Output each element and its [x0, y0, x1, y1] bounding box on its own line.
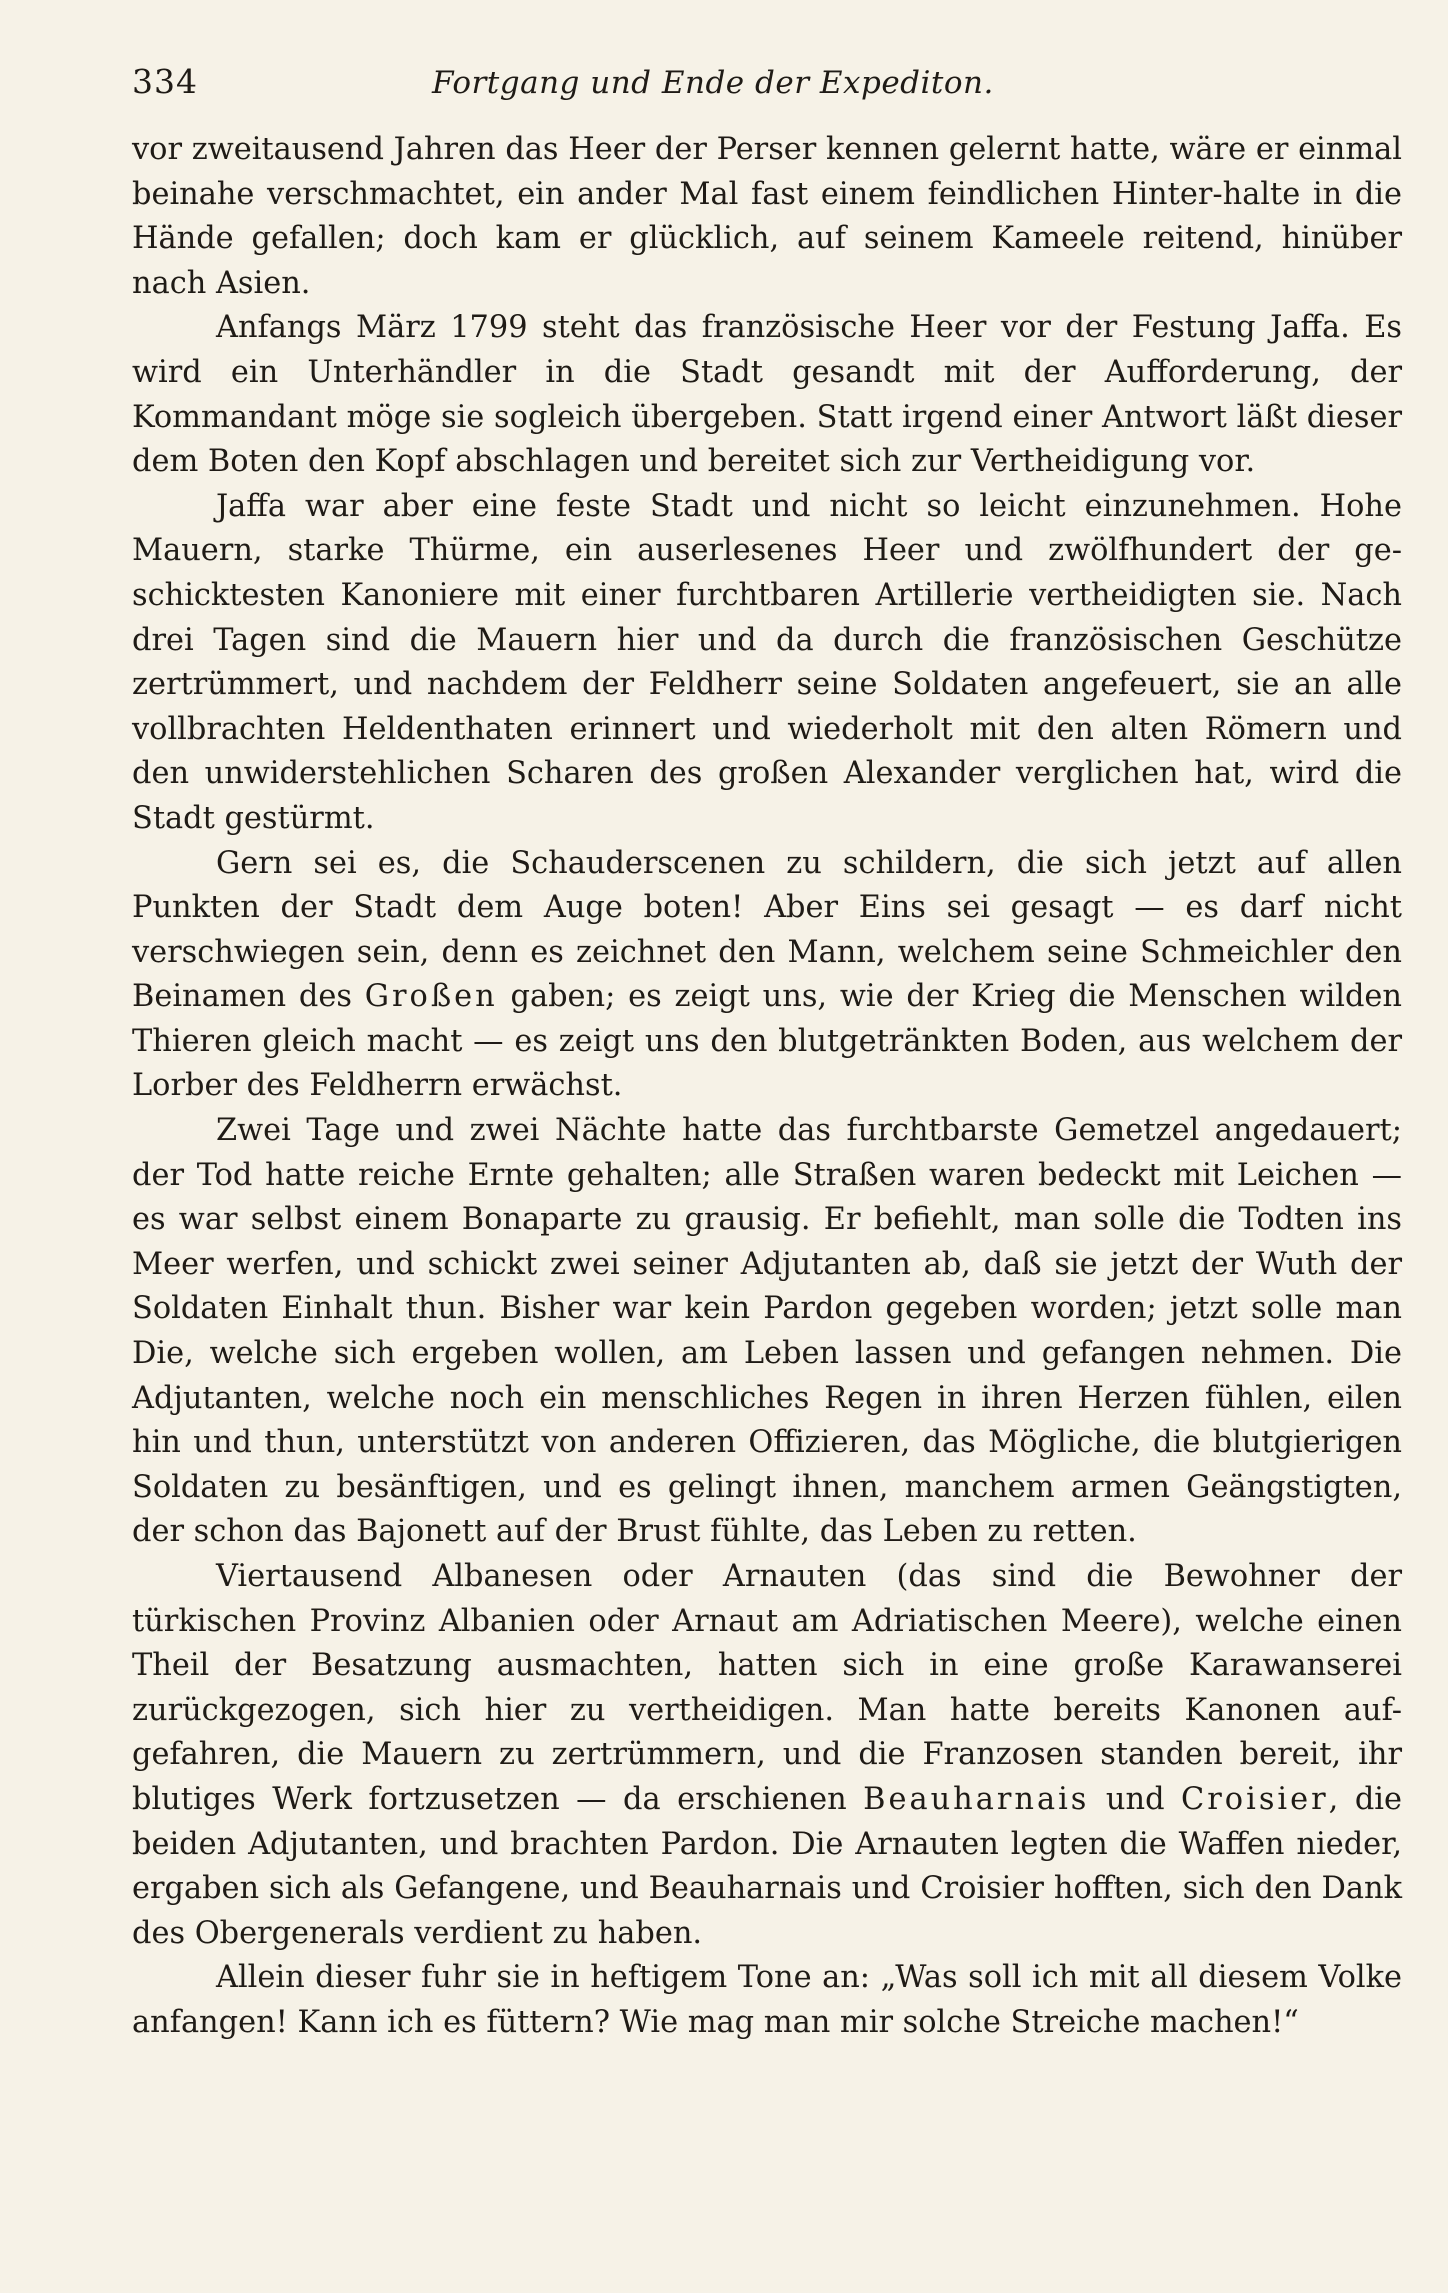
paragraph-2: Anfangs März 1799 steht das französische Heer vor der Festung Jaffa. Es wird ein Unterhändler in die Stadt gesandt mit der Aufforderung, der Kommandant möge sie sogleich übergeben. Statt irgend einer Antwort läßt dieser dem Boten den Kopf abschlagen und bereitet sich zur Vertheidigung vor.: [132, 310, 1402, 480]
paragraph-7: Allein dieser fuhr sie in heftigem Tone an: „Was soll ich mit all diesem Volke anfangen! Kann ich es füttern? Wie mag man mir solche Streiche machen!“: [132, 1960, 1402, 2040]
emphasized-name-beauharnais: Beauharnais: [863, 1781, 1090, 1817]
paragraph-6: [132, 1555, 1402, 1956]
running-title: Fortgang und Ende der Expediton.: [432, 65, 994, 101]
paragraph-6-part-2: und: [1089, 1781, 1182, 1817]
paragraph-1: vor zweitausend Jahren das Heer der Perser kennen gelernt hatte, wäre er einmal beinahe verschmachtet, ein ander Mal fast einem feindlichen Hinter-halte in die Hände gefallen; doch kam er glücklich, auf seinem Kameele reitend, hinüber nach Asien.: [132, 132, 1402, 301]
paragraph-4: [132, 842, 1402, 1110]
paragraph-6-part-3: , die beiden Adjutanten, und brachten Pardon. Die Arnauten legten die Waffen nieder, ergaben sich als Gefangene, und Beauharnais und Croisier hofften, sich den Dank des Obergenerals verdient zu haben.: [132, 1781, 1402, 1951]
page-number: 334: [132, 62, 198, 101]
paragraph-4-part-2: gaben; es zeigt uns, wie der Krieg die Menschen wilden Thieren gleich macht — es zeigt uns den blutgetränkten Boden, aus welchem der Lorber des Feldherrn erwächst.: [132, 979, 1402, 1104]
paragraph-6-part-1: Viertausend Albanesen oder Arnauten (das sind die Bewohner der türkischen Provinz Albanien oder Arnaut am Adriatischen Meere), welche einen Theil der Besatzung ausmachten, hatten sich in eine große Karawanserei zurückgezogen, sich hier zu vertheidigen. Man hatte bereits Kanonen auf-gefahren, die Mauern zu zertrümmern, und die Franzosen standen bereit, ihr blutiges Werk fortzusetzen — da erschienen: [132, 1559, 1402, 1817]
emphasized-word-grossen: Großen: [364, 979, 498, 1015]
paragraph-4-part-1: Gern sei es, die Schauderscenen zu schildern, die sich jetzt auf allen Punkten der Stadt dem Auge boten! Aber Eins sei gesagt — es darf nicht verschwiegen sein, denn es zeichnet den Mann, welchem seine Schmeichler den Beinamen des: [132, 845, 1402, 1015]
paragraph-3: Jaffa war aber eine feste Stadt und nicht so leicht einzunehmen. Hohe Mauern, starke Thürme, ein auserlesenes Heer und zwölfhundert der ge-schicktesten Kanoniere mit einer furchtbaren Artillerie vertheidigten sie. Nach drei Tagen sind die Mauern hier und da durch die französischen Geschütze zertrümmert, und nachdem der Feldherr seine Soldaten angefeuert, sie an alle vollbrachten Heldenthaten erinnert und wiederholt mit den alten Römern und den unwiderstehlichen Scharen des großen Alexander verglichen hat, wird die Stadt gestürmt.: [132, 488, 1402, 836]
paragraph-5: Zwei Tage und zwei Nächte hatte das furchtbarste Gemetzel angedauert; der Tod hatte reiche Ernte gehalten; alle Straßen waren bedeckt mit Leichen — es war selbst einem Bonaparte zu grausig. Er befiehlt, man solle die Todten ins Meer werfen, und schickt zwei seiner Adjutanten ab, daß sie jetzt der Wuth der Soldaten Einhalt thun. Bisher war kein Pardon gegeben worden; jetzt solle man Die, welche sich ergeben wollen, am Leben lassen und gefangen nehmen. Die Adjutanten, welche noch ein menschliches Regen in ihren Herzen fühlen, eilen hin und thun, unterstützt von anderen Offizieren, das Mögliche, die blutgierigen Soldaten zu besänftigen, und es gelingt ihnen, manchem armen Geängstigten, der schon das Bajonett auf der Brust fühlte, das Leben zu retten.: [132, 1113, 1402, 1550]
body-text: [132, 128, 1402, 2046]
emphasized-name-croisier: Croisier: [1181, 1781, 1329, 1817]
book-page: [132, 62, 1402, 2046]
page-header: [132, 62, 1402, 108]
